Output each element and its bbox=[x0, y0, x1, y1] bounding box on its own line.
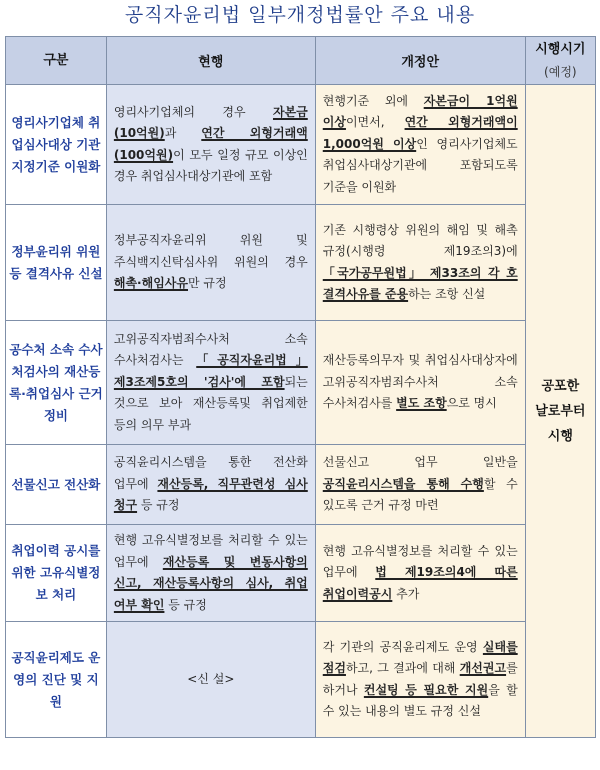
emphasized-text: 자본금 (10억원) bbox=[113, 104, 308, 140]
emphasized-text: 「국가공무원법」 제33조의 각 호 결격사유를 준용 bbox=[322, 265, 518, 301]
header-category: 구분 bbox=[6, 37, 107, 85]
row-category bbox=[6, 85, 107, 205]
row-category bbox=[6, 525, 107, 622]
body-text: 만 규정 bbox=[188, 276, 227, 291]
row-category-text: 정부윤리위 위원 등 결격사유 신설 bbox=[9, 243, 103, 281]
emphasized-text: 법 제19조의4에 따른 취업이력공시 bbox=[322, 565, 518, 601]
body-text: 추가 bbox=[392, 586, 420, 601]
header-effective-date-label: 시행시기 bbox=[535, 41, 586, 57]
emphasized-text: 공직윤리시스템을 통해 수행 bbox=[322, 476, 484, 491]
revised-rule-cell bbox=[315, 622, 525, 738]
current-rule-text bbox=[107, 525, 315, 621]
revised-rule-text bbox=[316, 86, 525, 204]
emphasized-text: 재산등록 및 변동사항의 신고, 재산등록사항의 심사, 취업 여부 확인 bbox=[113, 554, 308, 612]
row-category-text: 공직윤리제도 운영의 진단 및 지원 bbox=[11, 649, 101, 709]
body-text: 등 규정 bbox=[164, 597, 207, 612]
row-category bbox=[6, 445, 107, 525]
body-text: 과 bbox=[164, 126, 202, 140]
effective-date-line: 공포한 bbox=[541, 378, 580, 394]
row-category-text: 공수처 소속 수사처검사의 재산등록·취업심사 근거 정비 bbox=[9, 341, 103, 423]
body-text: 할 수 있도록 근거 규정 마련 bbox=[322, 476, 518, 513]
emphasized-text: 개선권고 bbox=[459, 661, 507, 675]
current-rule-text bbox=[107, 324, 315, 442]
revised-rule-cell bbox=[315, 525, 525, 622]
body-text: 고위공직자범죄수사처 소속 수사처검사는 bbox=[113, 331, 308, 368]
emphasized-text: 「공직자윤리법」 제3조제5호의 '검사'에 포함 bbox=[113, 353, 308, 389]
current-rule-cell bbox=[106, 321, 315, 445]
body-text: 정부공직자윤리위 위원 및 주식백지신탁심사위 위원의 경우 bbox=[113, 233, 308, 269]
header-current: 현행 bbox=[106, 37, 315, 85]
body-text: 각 기관의 공직윤리제도 운영 bbox=[322, 639, 483, 654]
table-header-row bbox=[6, 37, 596, 85]
table-row bbox=[6, 445, 596, 525]
body-text: 인 영리사기업체도 취업심사대상기관에 포함되도록 기준을 이원화 bbox=[322, 136, 518, 194]
emphasized-text: 연간 외형거래액이 1,000억원 이상 bbox=[322, 115, 518, 151]
current-rule-cell bbox=[106, 205, 315, 321]
body-text: 영리사기업체의 경우 bbox=[113, 104, 273, 119]
body-text: 이 모두 일정 규모 이상인 경우 취업심사대상기관에 포함 bbox=[113, 147, 308, 183]
body-text: 기존 시행령상 위원의 해임 및 해촉 규정(시행령 제19조의3)에 bbox=[322, 222, 518, 258]
revised-rule-cell bbox=[315, 321, 525, 445]
effective-date-cell bbox=[525, 85, 595, 738]
effective-date-line: 날로부터 bbox=[535, 403, 586, 419]
header-effective-date bbox=[525, 37, 595, 85]
document-title: 공직자윤리법 일부개정법률안 주요 내용 bbox=[124, 4, 476, 26]
body-text: 선물신고 업무 일반을 bbox=[322, 455, 518, 470]
revised-rule-text bbox=[316, 632, 525, 728]
body-text: 이면서, bbox=[345, 115, 405, 130]
revised-rule-cell bbox=[315, 205, 525, 321]
current-rule-text bbox=[107, 97, 315, 193]
table-row bbox=[6, 525, 596, 622]
revised-rule-text bbox=[316, 215, 525, 311]
revised-rule-cell bbox=[315, 445, 525, 525]
table-row bbox=[6, 85, 596, 205]
revised-rule-cell bbox=[315, 85, 525, 205]
body-text: 현행 고유식별정보를 처리할 수 있는 업무에 bbox=[113, 533, 308, 569]
table-row bbox=[6, 205, 596, 321]
revised-rule-text bbox=[316, 536, 525, 611]
emphasized-text: 해촉·해임사유 bbox=[113, 276, 188, 291]
body-text: 을 할 수 있는 내용의 별도 규정 신설 bbox=[322, 682, 518, 718]
body-text: 현행 고유식별정보를 처리할 수 있는 업무에 bbox=[322, 543, 518, 580]
body-text: 공직윤리시스템을 통한 전산화 업무에 bbox=[113, 455, 308, 491]
current-rule-cell bbox=[106, 85, 315, 205]
body-text: 되는 것으로 보아 재산등록및 취업제한 등의 의무 부과 bbox=[113, 374, 308, 432]
emphasized-text: 실태를 점검 bbox=[322, 639, 518, 675]
emphasized-text: 컨설팅 등 필요한 지원 bbox=[363, 682, 489, 697]
header-revised: 개정안 bbox=[315, 37, 525, 85]
body-text: 하는 조항 신설 bbox=[408, 287, 486, 301]
effective-date-line: 시행 bbox=[547, 428, 573, 444]
body-text: 등 규정 bbox=[137, 498, 180, 513]
effective-date-value bbox=[526, 374, 595, 449]
row-category bbox=[6, 622, 107, 738]
row-category-text: 영리사기업체 취업심사대상 기관 지정기준 이원화 bbox=[11, 114, 101, 174]
current-rule-text bbox=[107, 447, 315, 522]
amendment-table bbox=[5, 36, 596, 738]
current-rule-text bbox=[107, 664, 315, 696]
current-rule-cell bbox=[106, 622, 315, 738]
body-text: 재산등록의무자 및 취업심사대상자에 고위공직자범죄수사처 소속 수사처검사를 bbox=[322, 353, 518, 411]
row-category bbox=[6, 205, 107, 321]
body-text: <신 설> bbox=[187, 671, 235, 686]
emphasized-text: 연간 외형거래액 (100억원) bbox=[113, 126, 308, 162]
header-effective-date-sub: (예정) bbox=[544, 64, 577, 79]
table-row bbox=[6, 321, 596, 445]
emphasized-text: 재산등록, 직무관련성 심사 청구 bbox=[113, 476, 308, 513]
body-text: 를 하거나 bbox=[322, 661, 518, 697]
body-text: 현행기준 외에 bbox=[322, 93, 424, 108]
revised-rule-text bbox=[316, 447, 525, 522]
body-text: 으로 명시 bbox=[446, 396, 497, 411]
table-row bbox=[6, 622, 596, 738]
row-category-text: 취업이력 공시를 위한 고유식별정보 처리 bbox=[11, 543, 101, 602]
emphasized-text: 자본금이 1억원 이상 bbox=[322, 93, 518, 130]
revised-rule-text bbox=[316, 345, 525, 420]
current-rule-cell bbox=[106, 445, 315, 525]
current-rule-text bbox=[107, 225, 315, 300]
emphasized-text: 별도 조항 bbox=[396, 396, 447, 411]
body-text: 하고, 그 결과에 대해 bbox=[345, 661, 460, 675]
row-category-text: 선물신고 전산화 bbox=[11, 476, 101, 492]
current-rule-cell bbox=[106, 525, 315, 622]
row-category bbox=[6, 321, 107, 445]
